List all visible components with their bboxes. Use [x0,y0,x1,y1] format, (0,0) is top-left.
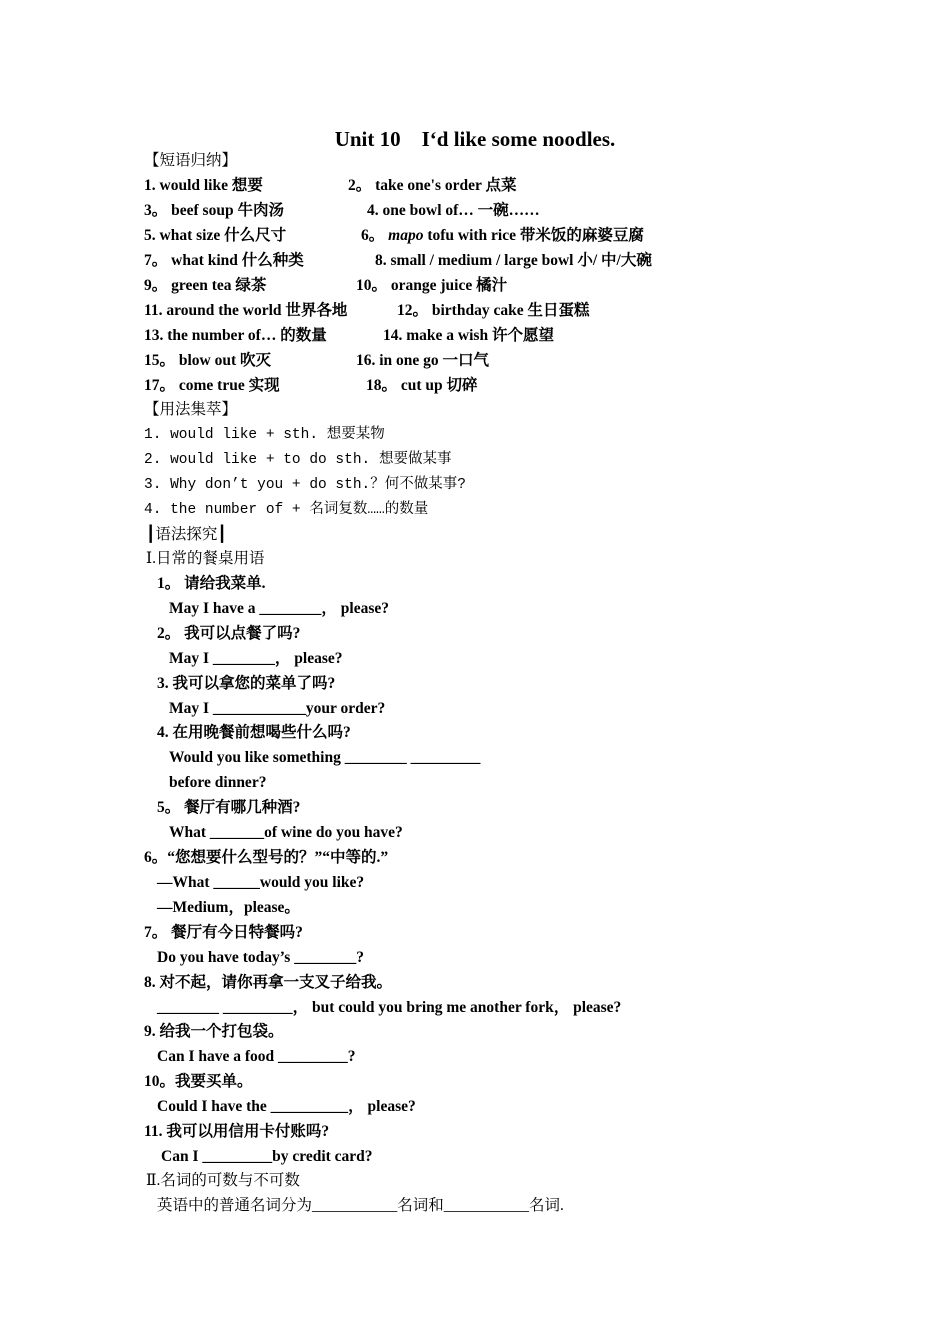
phrase-left: 11. around the world 世界各地 [144,302,348,319]
usage-item: 2. would like + to do sth. 想要做某事 [144,452,452,468]
phrase-right-italic: mapo [388,227,424,244]
exercise-answer: before dinner? [169,774,267,791]
phrase-left: 9。 green tea 绿茶 [144,277,267,294]
phrase-right: 10。 orange juice 橘汁 [356,277,508,294]
exercise-prompt: 11. 我可以用信用卡付账吗? [144,1123,330,1140]
exercise-answer: Could I have the __________， please? [157,1098,416,1115]
phrases-heading: 【短语归纳】 [144,152,238,169]
page-title: Unit 10 I‘d like some noodles. [334,127,616,151]
phrase-left: 5. what size 什么尺寸 [144,227,287,244]
usage-item: 4. the number of + 名词复数……的数量 [144,502,429,518]
exercise-answer: May I have a ________， please? [169,600,390,617]
phrase-left: 15。 blow out 吹灭 [144,352,272,369]
phrase-right: 4. one bowl of… 一碗…… [367,202,540,219]
phrase-right: 12。 birthday cake 生日蛋糕 [397,302,590,319]
phrase-left: 13. the number of… 的数量 [144,327,327,344]
part1-heading: Ⅰ.日常的餐桌用语 [146,550,265,567]
exercise-prompt: 4. 在用晚餐前想喝些什么吗? [157,724,351,741]
exercise-answer: —What ______would you like? [157,874,365,891]
phrase-left: 7。 what kind 什么种类 [144,252,304,269]
exercise-answer: What _______of wine do you have? [169,824,403,841]
exercise-answer: Do you have today’s ________? [157,949,364,966]
exercise-answer: Can I have a food _________? [157,1048,356,1065]
exercise-answer: Can I _________by credit card? [161,1148,373,1165]
phrase-right-suffix: tofu with rice 带米饭的麻婆豆腐 [423,227,644,244]
phrase-left: 1. would like 想要 [144,177,263,194]
exercise-answer: Would you like something ________ _________ [169,749,481,766]
phrase-right: 18。 cut up 切碎 [366,377,478,394]
grammar-heading: ┃语法探究┃ [146,526,227,543]
phrase-right: 8. small / medium / large bowl 小/ 中/大碗 [375,252,652,269]
usage-item: 1. would like + sth. 想要某物 [144,427,385,443]
exercise-prompt: 3. 我可以拿您的菜单了吗? [157,675,336,692]
exercise-prompt: 2。 我可以点餐了吗? [157,625,301,642]
exercise-answer: ________ _________， but could you bring me another fork， please? [157,999,622,1016]
exercise-answer: May I ____________your order? [169,700,386,717]
phrase-right: 16. in one go 一口气 [356,352,490,369]
exercise-answer: 英语中的普通名词分为___________名词和___________名词. [157,1197,564,1214]
usage-heading: 【用法集萃】 [144,401,238,418]
exercise-prompt: 8. 对不起，请你再拿一支叉子给我。 [144,974,393,991]
phrase-right [361,226,644,246]
exercise-prompt: 10。我要买单。 [144,1073,253,1090]
phrase-left: 17。 come true 实现 [144,377,280,394]
exercise-prompt: 1。 请给我菜单. [157,575,266,592]
exercise-prompt: 7。 餐厅有今日特餐吗? [144,924,303,941]
exercise-answer: —Medium，please。 [157,899,300,916]
phrase-right: 2。 take one's order 点菜 [348,177,517,194]
phrase-left: 3。 beef soup 牛肉汤 [144,202,284,219]
exercise-prompt: 5。 餐厅有哪几种酒? [157,799,301,816]
exercise-prompt: 9. 给我一个打包袋。 [144,1023,284,1040]
phrase-right-prefix: 6。 [361,227,389,244]
phrase-right: 14. make a wish 许个愿望 [383,327,554,344]
exercise-answer: May I ________， please? [169,650,343,667]
usage-item: 3. Why don’t you + do sth.？何不做某事? [144,477,466,493]
part2-heading: Ⅱ.名词的可数与不可数 [146,1172,300,1189]
exercise-prompt: 6。“您想要什么型号的？”“中等的.” [144,849,389,866]
